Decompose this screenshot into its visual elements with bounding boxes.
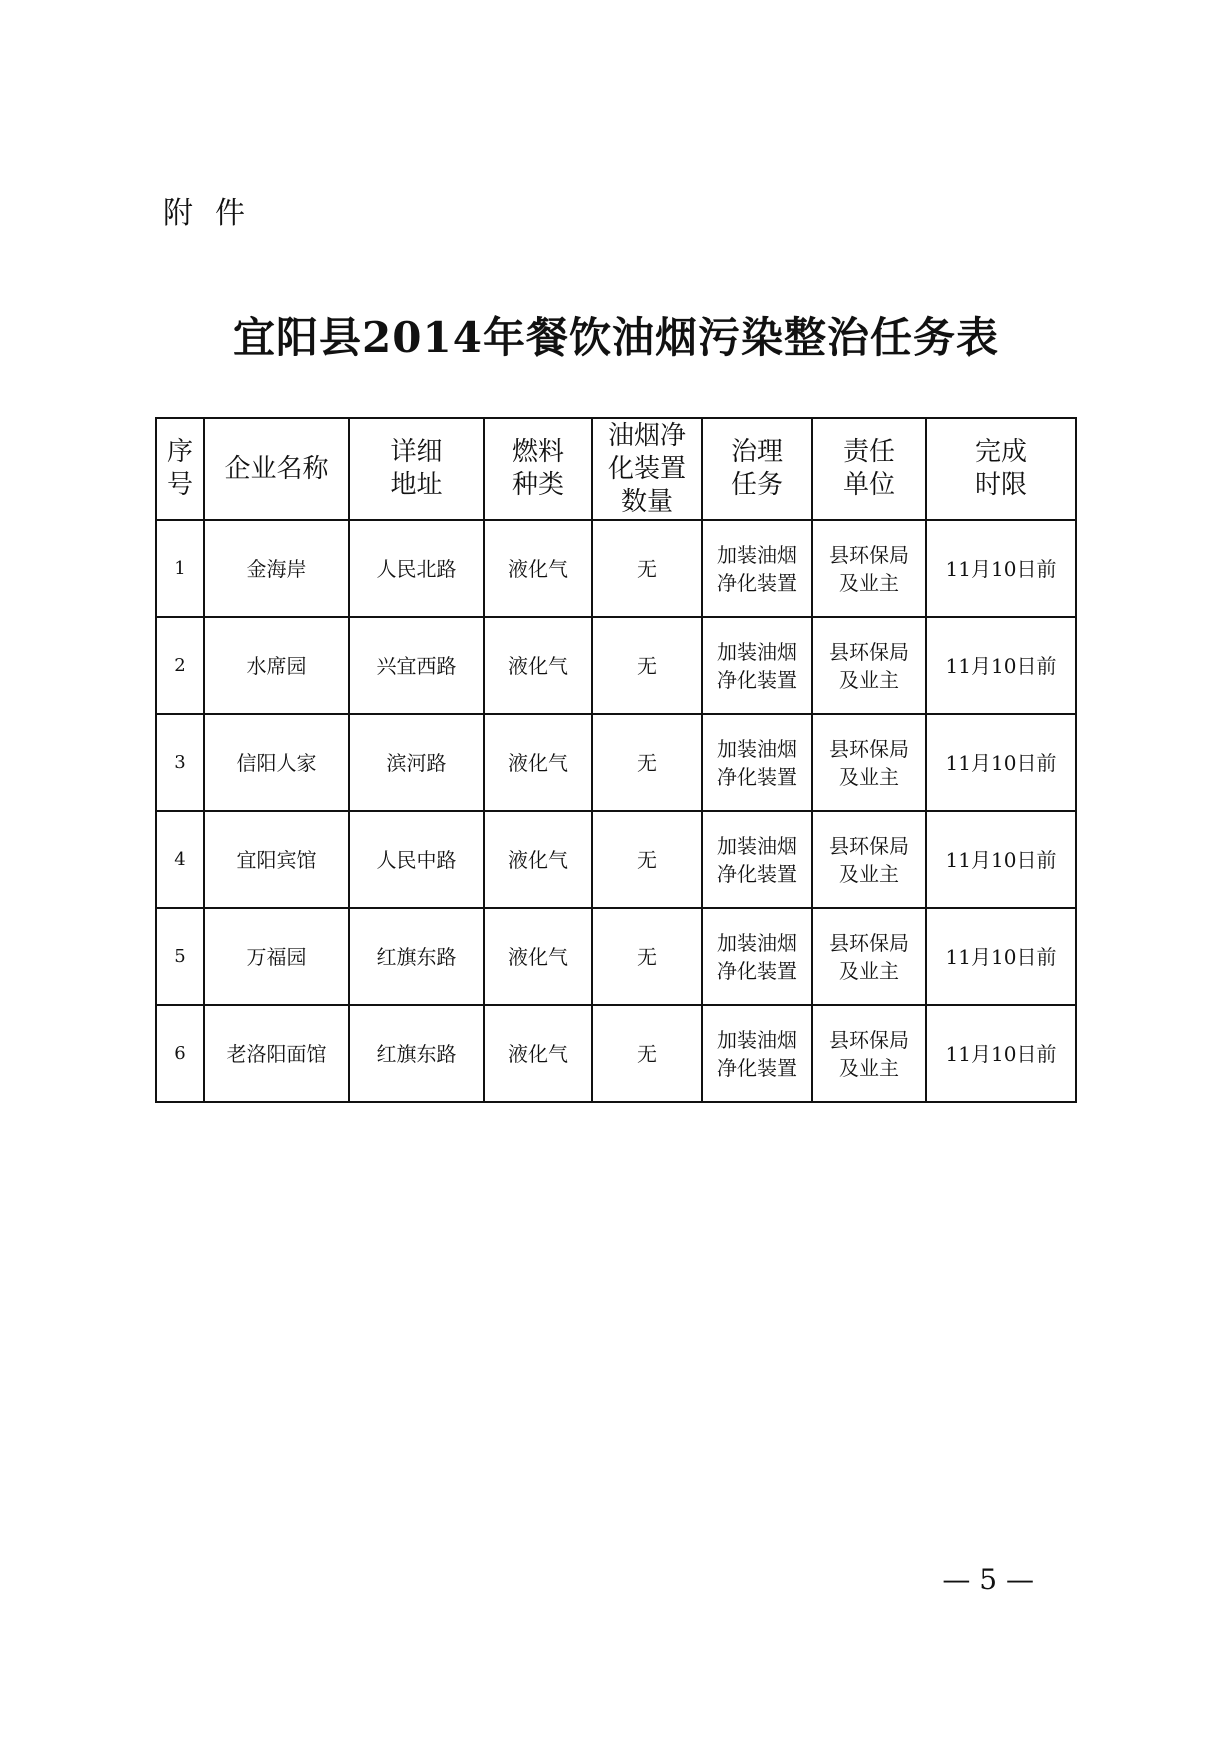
header-address: 详细 地址 — [349, 418, 484, 520]
cell-deadline: 11月10日前 — [926, 714, 1076, 811]
table-row — [156, 1005, 1076, 1102]
cell-task: 加装油烟 净化装置 — [702, 520, 812, 617]
cell-index: 3 — [156, 714, 204, 811]
cell-responsible-unit: 县环保局 及业主 — [812, 520, 926, 617]
cell-address: 人民北路 — [349, 520, 484, 617]
cell-deadline: 11月10日前 — [926, 617, 1076, 714]
table-row — [156, 617, 1076, 714]
header-task: 治理 任务 — [702, 418, 812, 520]
table-header-row — [156, 418, 1076, 520]
page-number: — 5 — — [942, 1563, 1034, 1596]
cell-fuel-type: 液化气 — [484, 1005, 592, 1102]
cell-company-name: 水席园 — [204, 617, 349, 714]
table-row — [156, 520, 1076, 617]
cell-deadline: 11月10日前 — [926, 1005, 1076, 1102]
cell-fuel-type: 液化气 — [484, 908, 592, 1005]
header-responsible-unit: 责任 单位 — [812, 418, 926, 520]
cell-responsible-unit: 县环保局 及业主 — [812, 908, 926, 1005]
cell-task: 加装油烟 净化装置 — [702, 1005, 812, 1102]
header-index: 序 号 — [156, 418, 204, 520]
task-table — [155, 417, 1077, 1103]
header-company-name: 企业名称 — [204, 418, 349, 520]
cell-address: 兴宜西路 — [349, 617, 484, 714]
cell-company-name: 信阳人家 — [204, 714, 349, 811]
cell-company-name: 万福园 — [204, 908, 349, 1005]
cell-responsible-unit: 县环保局 及业主 — [812, 1005, 926, 1102]
cell-address: 人民中路 — [349, 811, 484, 908]
cell-task: 加装油烟 净化装置 — [702, 908, 812, 1005]
cell-index: 4 — [156, 811, 204, 908]
cell-device-count: 无 — [592, 617, 702, 714]
cell-fuel-type: 液化气 — [484, 520, 592, 617]
cell-task: 加装油烟 净化装置 — [702, 811, 812, 908]
cell-company-name: 老洛阳面馆 — [204, 1005, 349, 1102]
header-device-count: 油烟净 化装置 数量 — [592, 418, 702, 520]
cell-device-count: 无 — [592, 714, 702, 811]
cell-device-count: 无 — [592, 908, 702, 1005]
table-row — [156, 714, 1076, 811]
cell-task: 加装油烟 净化装置 — [702, 714, 812, 811]
cell-fuel-type: 液化气 — [484, 714, 592, 811]
cell-fuel-type: 液化气 — [484, 617, 592, 714]
cell-deadline: 11月10日前 — [926, 520, 1076, 617]
cell-index: 1 — [156, 520, 204, 617]
cell-index: 5 — [156, 908, 204, 1005]
table-row — [156, 811, 1076, 908]
cell-deadline: 11月10日前 — [926, 811, 1076, 908]
header-fuel-type: 燃料 种类 — [484, 418, 592, 520]
cell-index: 6 — [156, 1005, 204, 1102]
cell-device-count: 无 — [592, 811, 702, 908]
cell-deadline: 11月10日前 — [926, 908, 1076, 1005]
cell-address: 红旗东路 — [349, 908, 484, 1005]
cell-responsible-unit: 县环保局 及业主 — [812, 617, 926, 714]
cell-company-name: 宜阳宾馆 — [204, 811, 349, 908]
attachment-label: 附件 — [163, 196, 267, 231]
table-row — [156, 908, 1076, 1005]
cell-device-count: 无 — [592, 1005, 702, 1102]
cell-company-name: 金海岸 — [204, 520, 349, 617]
cell-index: 2 — [156, 617, 204, 714]
cell-device-count: 无 — [592, 520, 702, 617]
cell-responsible-unit: 县环保局 及业主 — [812, 714, 926, 811]
cell-address: 滨河路 — [349, 714, 484, 811]
cell-task: 加装油烟 净化装置 — [702, 617, 812, 714]
cell-responsible-unit: 县环保局 及业主 — [812, 811, 926, 908]
cell-fuel-type: 液化气 — [484, 811, 592, 908]
header-deadline: 完成 时限 — [926, 418, 1076, 520]
document-title: 宜阳县2014年餐饮油烟污染整治任务表 — [233, 313, 999, 362]
cell-address: 红旗东路 — [349, 1005, 484, 1102]
